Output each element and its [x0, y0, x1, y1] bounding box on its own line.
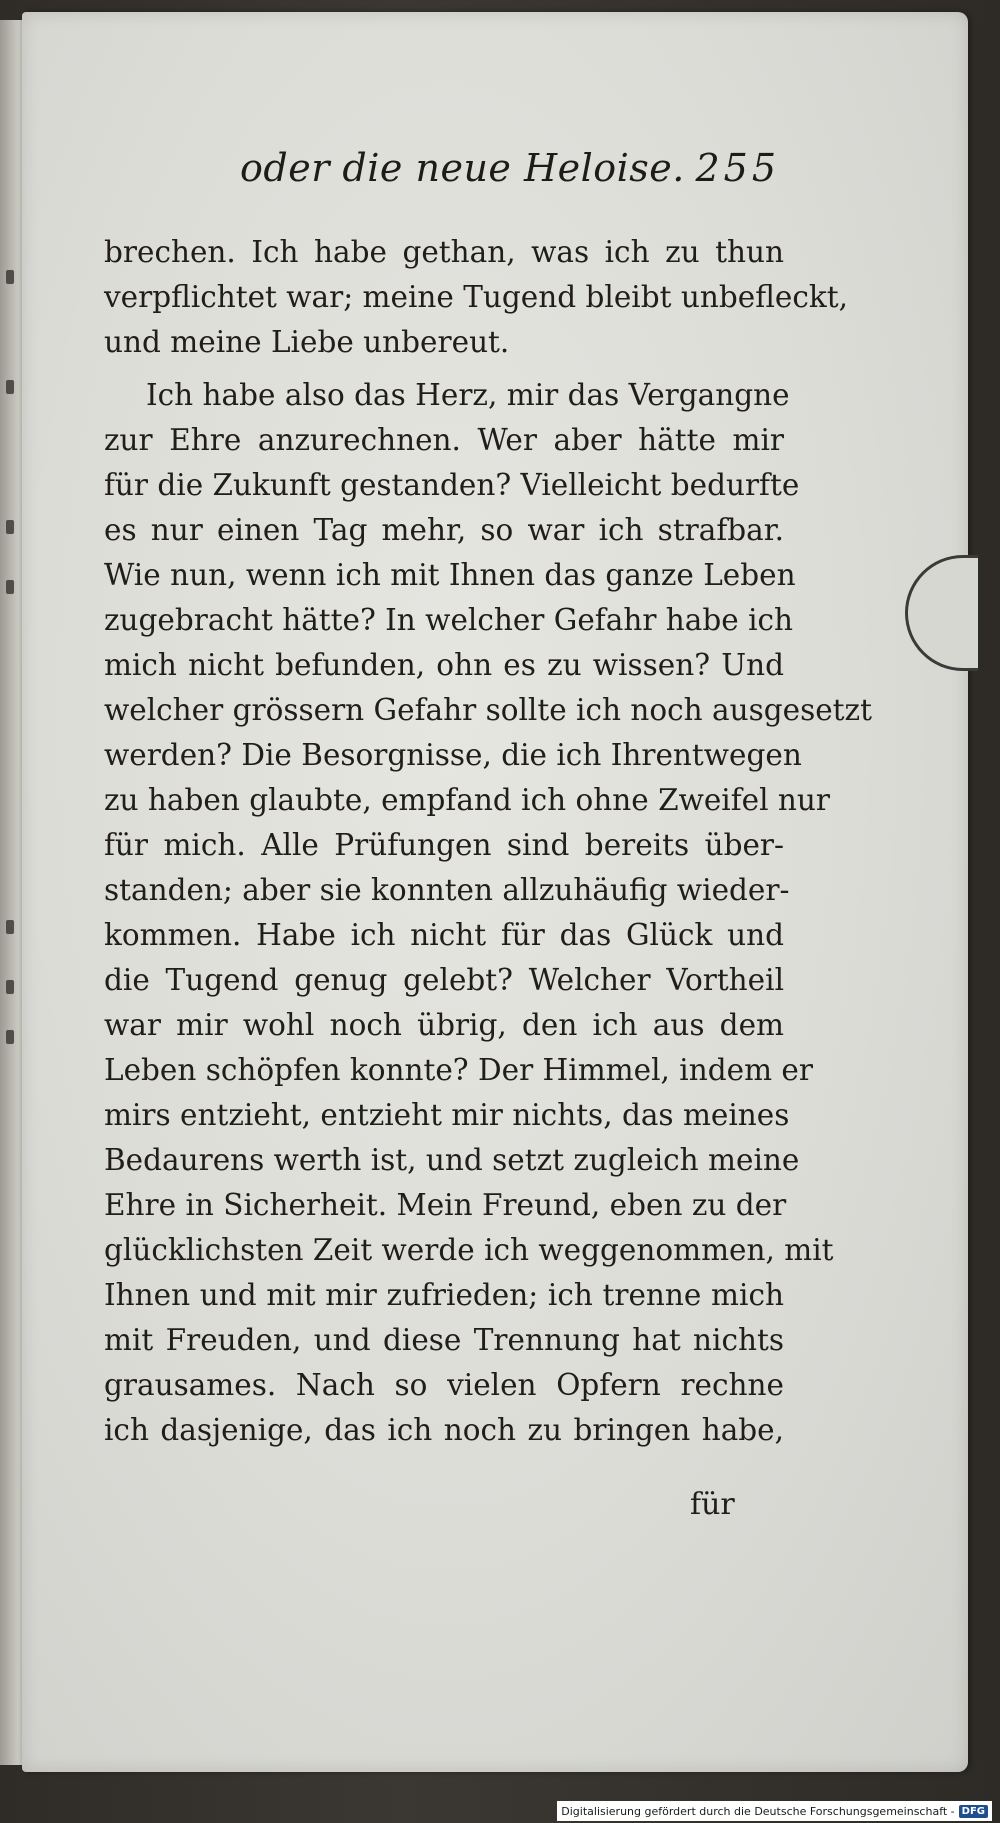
text-line: verpflichtet war; meine Tugend bleibt unbefleckt, [104, 280, 848, 314]
text-line: zur Ehre anzurechnen. Wer aber hätte mir [104, 423, 784, 457]
text-line: mich nicht befunden, ohn es zu wissen? Und [104, 648, 784, 682]
footer-credit-bar [557, 1801, 992, 1821]
text-line: Ehre in Sicherheit. Mein Freund, eben zu der [104, 1188, 787, 1222]
text-line: Bedaurens werth ist, und setzt zugleich meine [104, 1143, 800, 1177]
text-line: für mich. Alle Prüfungen sind bereits über- [104, 828, 784, 862]
text-line: und meine Liebe unbereut. [104, 325, 510, 359]
text-line: Ihnen und mit mir zufrieden; ich trenne mich [104, 1278, 784, 1312]
text-line: standen; aber sie konnten allzuhäufig wieder- [104, 873, 790, 907]
running-head-title: oder die neue Heloise. [240, 146, 685, 190]
text-line: für die Zukunft gestanden? Vielleicht bedurfte [104, 468, 800, 502]
ink-mark [6, 380, 14, 394]
text-line: es nur einen Tag mehr, so war ich strafbar. [104, 513, 784, 547]
text-line: brechen. Ich habe gethan, was ich zu thun [104, 235, 784, 269]
text-line: kommen. Habe ich nicht für das Glück und [104, 918, 784, 952]
text-line: war mir wohl noch übrig, den ich aus dem [104, 1008, 784, 1042]
text-line: grausames. Nach so vielen Opfern rechne [104, 1368, 784, 1402]
ink-mark [6, 1030, 14, 1044]
text-line: zu haben glaubte, empfand ich ohne Zweifel nur [104, 783, 831, 817]
footer-credit-text: Digitalisierung gefördert durch die Deutsche Forschungsgemeinschaft - [561, 1804, 955, 1818]
ink-mark [6, 980, 14, 994]
text-line: glücklichsten Zeit werde ich weggenommen, mit [104, 1233, 834, 1267]
text-line: zugebracht hätte? In welcher Gefahr habe ich [104, 603, 794, 637]
text-line: welcher grössern Gefahr sollte ich noch ausgesetzt [104, 693, 872, 727]
running-head [240, 146, 780, 196]
text-line: mirs entzieht, entzieht mir nichts, das meines [104, 1098, 790, 1132]
ink-mark [6, 270, 14, 284]
text-line: ich dasjenige, das ich noch zu bringen habe, [104, 1413, 784, 1447]
ink-mark [6, 920, 14, 934]
text-line: die Tugend genug gelebt? Welcher Vortheil [104, 963, 784, 997]
text-line: Wie nun, wenn ich mit Ihnen das ganze Leben [104, 558, 796, 592]
text-line: Ich habe also das Herz, mir das Vergangne [146, 378, 790, 412]
text-line: werden? Die Besorgnisse, die ich Ihrentwegen [104, 738, 802, 772]
page-number: 255 [695, 146, 780, 190]
text-line: Leben schöpfen konnte? Der Himmel, indem er [104, 1053, 813, 1087]
ink-mark [6, 520, 14, 534]
ink-mark [6, 580, 14, 594]
dfg-logo: DFG [959, 1805, 988, 1818]
text-line: mit Freuden, und diese Trennung hat nichts [104, 1323, 784, 1357]
catchword: für [690, 1487, 735, 1522]
